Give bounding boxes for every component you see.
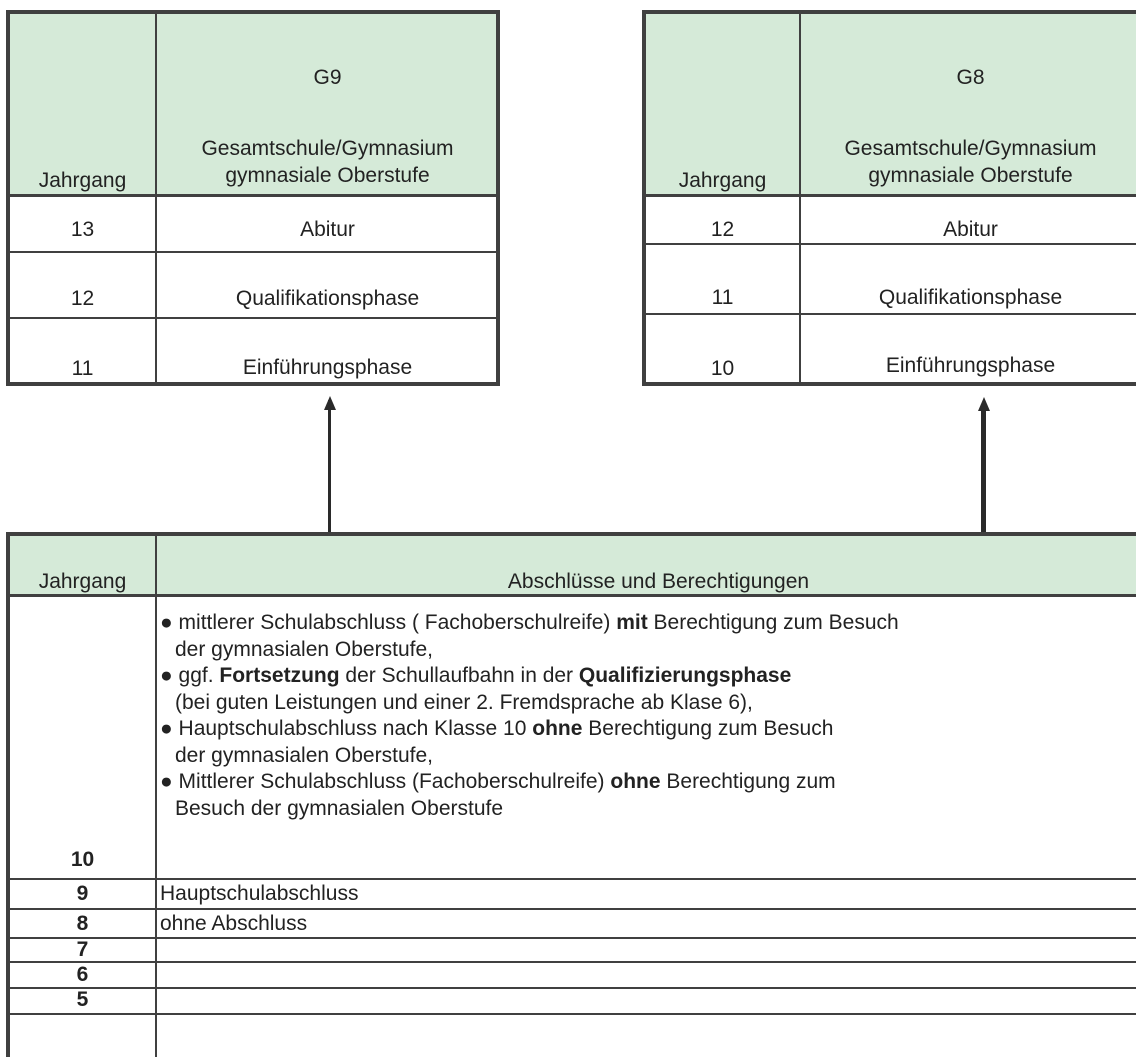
bullet-item-continuation: der gymnasialen Oberstufe, [175, 637, 433, 661]
arrow-to-g9 [328, 400, 331, 532]
arrow-to-g8 [981, 406, 986, 532]
g8-year-cell: 10 [710, 357, 735, 380]
degree-cell: ohne Abschluss [160, 912, 308, 935]
bullet-item: ● Mittlerer Schulabschluss (Fachoberschulreife) ohne Berechtigung zum [160, 770, 836, 793]
lower-row-divider [10, 937, 1136, 939]
g9-phase-cell: Qualifikationsphase [235, 287, 420, 310]
g9-row-divider [10, 251, 496, 253]
year-cell: 5 [76, 988, 89, 1011]
g8-phase-cell: Qualifikationsphase [878, 286, 1063, 309]
g9-table [6, 10, 500, 386]
lower-table [6, 532, 1136, 1057]
g9-phase-cell: Einführungsphase [242, 356, 413, 379]
year-cell: 9 [76, 882, 89, 905]
bullet-item-continuation: (bei guten Leistungen und einer 2. Fremdsprache ab Klase 6), [175, 690, 753, 714]
lower-row-divider [10, 878, 1136, 880]
bullet-item-continuation: der gymnasialen Oberstufe, [175, 743, 433, 767]
g8-phase-cell: Einführungsphase [885, 354, 1056, 377]
g8-subtitle-2: gymnasiale Oberstufe [868, 164, 1073, 187]
g8-phase-cell: Abitur [943, 218, 998, 241]
lower-row-divider [10, 1013, 1136, 1015]
year-cell: 7 [76, 938, 89, 961]
g8-row-divider [646, 313, 1136, 315]
year-cell: 6 [76, 963, 89, 986]
g9-year-cell: 12 [70, 287, 95, 310]
g9-col-label: Jahrgang [38, 169, 127, 192]
lower-header-title: Abschlüsse und Berechtigungen [507, 570, 810, 593]
g8-col-label: Jahrgang [678, 169, 767, 192]
bullet-item: ● mittlerer Schulabschluss ( Fachoberschulreife) mit Berechtigung zum Besuch [160, 611, 899, 634]
arrowhead-up-icon [324, 396, 336, 410]
bullet-item-continuation: Besuch der gymnasialen Oberstufe [175, 796, 504, 820]
g9-year-cell: 11 [71, 357, 94, 380]
lower-row-divider [10, 987, 1136, 989]
g9-title: G9 [313, 66, 342, 89]
g8-title: G8 [956, 66, 985, 89]
g8-row-divider [646, 243, 1136, 245]
arrowhead-up-icon [978, 397, 990, 411]
g9-year-cell: 13 [70, 218, 95, 241]
year-cell: 10 [70, 848, 95, 871]
g9-subtitle-2: gymnasiale Oberstufe [225, 164, 430, 187]
g9-subtitle-1: Gesamtschule/Gymnasium [201, 137, 454, 160]
bullet-item: ● ggf. Fortsetzung der Schullaufbahn in der Qualifizierungsphase [160, 664, 792, 687]
lower-row-divider [10, 908, 1136, 910]
degree-cell: Hauptschulabschluss [160, 882, 359, 905]
g8-table [642, 10, 1136, 386]
lower-row-divider [10, 961, 1136, 963]
row10-content [160, 610, 899, 822]
lower-column-divider [155, 536, 157, 1057]
g8-subtitle-1: Gesamtschule/Gymnasium [844, 137, 1097, 160]
g8-year-cell: 11 [711, 286, 734, 309]
g9-phase-cell: Abitur [300, 218, 355, 241]
year-cell: 8 [76, 912, 89, 935]
bullet-item: ● Hauptschulabschluss nach Klasse 10 ohne Berechtigung zum Besuch [160, 717, 834, 740]
lower-col-label: Jahrgang [38, 570, 127, 593]
g9-row-divider [10, 317, 496, 319]
g8-year-cell: 12 [710, 218, 735, 241]
